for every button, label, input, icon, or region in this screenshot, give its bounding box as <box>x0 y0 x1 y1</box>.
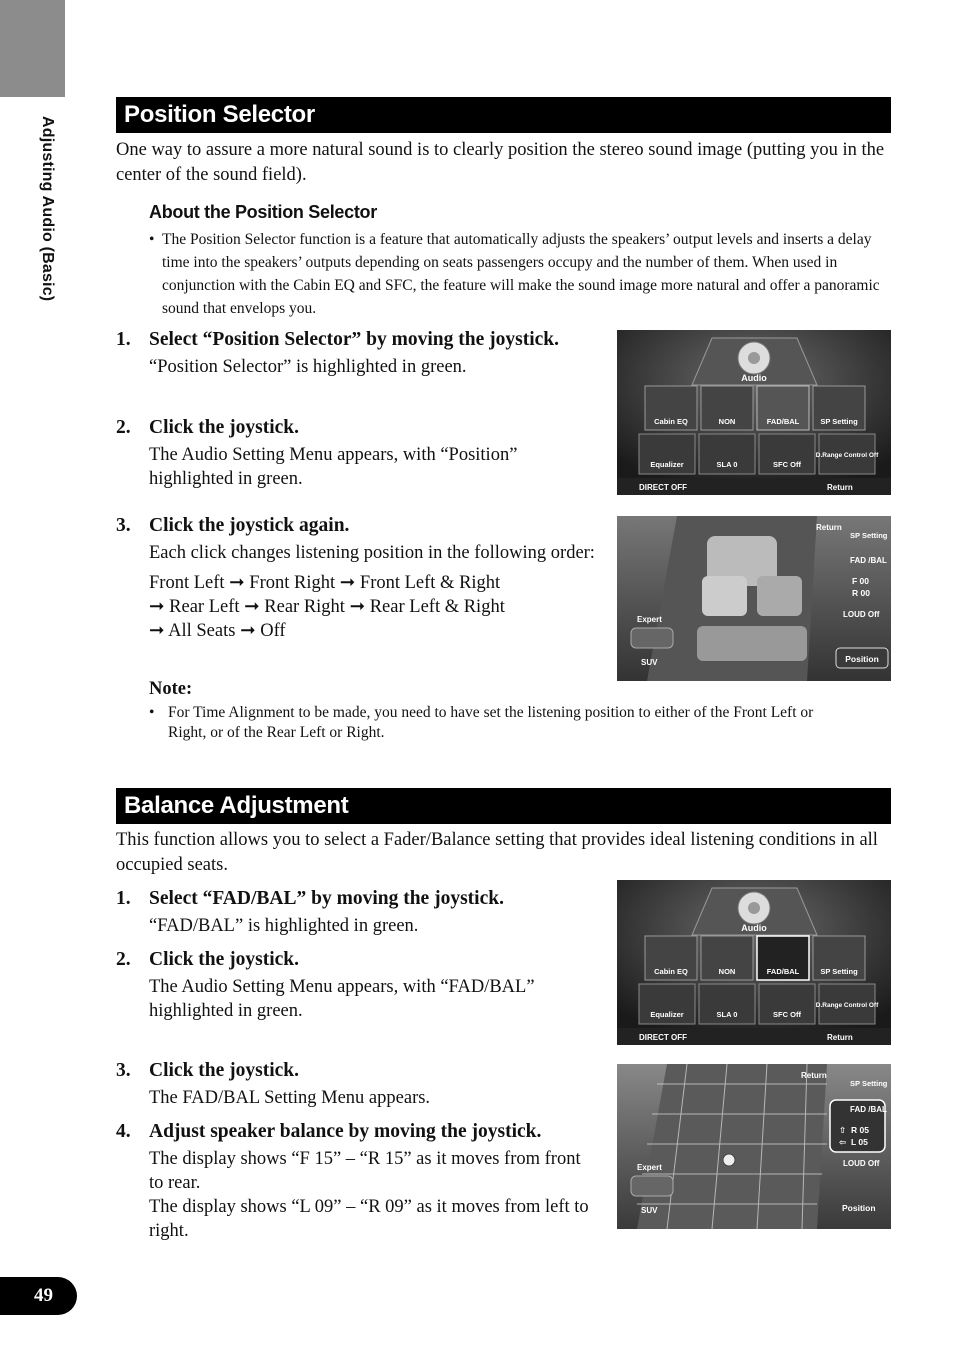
tile-label: D.Range Control Off <box>815 452 879 459</box>
tile-label: FAD/BAL <box>766 417 800 426</box>
direct-off-label: DIRECT OFF <box>639 1033 687 1042</box>
position-label: Position <box>845 654 879 664</box>
step-description: The Audio Setting Menu appears, with “Position” highlighted in green. <box>149 445 518 489</box>
tile-label: Cabin EQ <box>654 967 688 976</box>
step-title: Click the joystick. <box>149 949 300 970</box>
step-item <box>116 326 591 379</box>
arrow-icon: ➞ <box>339 573 360 593</box>
step-item <box>116 1118 591 1243</box>
sequence-item: Rear Left & Right <box>369 597 505 617</box>
tile-label: SFC Off <box>773 460 801 469</box>
page-number: 49 <box>0 1277 77 1315</box>
position-label: Position <box>842 1203 876 1213</box>
arrow-icon: ➞ <box>244 597 265 617</box>
fader-value: R 05 <box>851 1125 869 1135</box>
step-number: 3. <box>116 515 131 536</box>
sequence-item: Rear Right <box>264 597 345 617</box>
tile-label: Equalizer <box>650 1010 684 1019</box>
suv-label: SUV <box>641 658 658 667</box>
sequence-item: Front Left & Right <box>359 573 501 593</box>
sequence-item: Front Left <box>149 573 225 593</box>
step-description: “Position Selector” is highlighted in green. <box>149 357 467 377</box>
tile-label: Cabin EQ <box>654 417 688 426</box>
step-title: Select “FAD/BAL” by moving the joystick. <box>149 888 504 909</box>
sequence-item: Front Right <box>249 573 336 593</box>
step-number: 4. <box>116 1121 131 1142</box>
tile-label: FAD/BAL <box>766 967 800 976</box>
about-heading: About the Position Selector <box>149 202 377 222</box>
note-text: For Time Alignment to be made, you need to have set the listening position to either of the Front Left or Right, or of the Rear Left or Right. <box>168 704 814 741</box>
note-bullet <box>149 703 849 743</box>
expert-label: Expert <box>637 1163 662 1172</box>
sequence-item: All Seats <box>168 621 236 641</box>
position-screen-screenshot <box>617 516 891 681</box>
bullet-dot: • <box>149 231 155 248</box>
about-bullet <box>149 228 894 320</box>
fad-bal-label: FAD /BAL <box>850 556 887 565</box>
bullet-dot: • <box>149 704 155 721</box>
chapter-side-label: Adjusting Audio (Basic) <box>39 116 56 302</box>
step-title: Click the joystick. <box>149 1060 300 1081</box>
section-heading-balance-adjustment: Balance Adjustment <box>116 788 891 824</box>
step-item <box>116 946 591 1023</box>
step-item <box>116 414 591 491</box>
audio-menu-illustration <box>617 880 891 1045</box>
balance-value: R 00 <box>852 588 870 598</box>
step-item <box>116 1057 591 1110</box>
return-label: Return <box>816 523 842 532</box>
sequence-item: Rear Left <box>169 597 240 617</box>
sp-setting-label: SP Setting <box>850 531 888 540</box>
arrow-icon: ➞ <box>349 597 370 617</box>
about-bullet-text: The Position Selector function is a feature that automatically adjusts the speakers’ output levels and inserts a delay time into the speakers’ outputs depending on seats passengers occupy and the number of them. When used in conjunction with the Cabin EQ and SFC, the feature will make the sound image more natural and offer a panoramic sound that envelops you. <box>162 231 880 317</box>
section1-intro: One way to assure a more natural sound is to clearly position the stereo sound image (putting you in the center of the sound field). <box>116 140 885 185</box>
tile-label: SP Setting <box>820 967 858 976</box>
tile-label: Equalizer <box>650 460 684 469</box>
direct-off-label: DIRECT OFF <box>639 483 687 492</box>
step-item <box>116 885 596 938</box>
step-description: Each click changes listening position in the following order: <box>149 543 595 563</box>
expert-label: Expert <box>637 615 662 624</box>
car-icon <box>631 628 673 648</box>
step-number: 1. <box>116 888 131 909</box>
step-number: 3. <box>116 1060 131 1081</box>
step-description: The FAD/BAL Setting Menu appears. <box>149 1088 431 1108</box>
arrow-icon: ➞ <box>240 621 261 641</box>
step-title: Adjust speaker balance by moving the joystick. <box>149 1121 542 1142</box>
position-sequence <box>149 571 606 643</box>
fadbal-screen-screenshot <box>617 1064 891 1229</box>
step-title: Click the joystick. <box>149 417 300 438</box>
position-screen-illustration <box>617 516 891 681</box>
return-label: Return <box>827 1033 853 1042</box>
section2-intro: This function allows you to select a Fader/Balance setting that provides ideal listening conditions in all occupied seats. <box>116 830 878 875</box>
audio-menu-illustration <box>617 330 891 495</box>
car-icon <box>631 1176 673 1196</box>
step-item <box>116 512 606 643</box>
audio-menu-screenshot <box>617 880 891 1045</box>
tile-label: SP Setting <box>820 417 858 426</box>
balance-point-icon <box>723 1154 735 1166</box>
step-number: 2. <box>116 949 131 970</box>
fader-value: F 00 <box>852 576 870 586</box>
step-number: 2. <box>116 417 131 438</box>
tile-label: SFC Off <box>773 1010 801 1019</box>
tile-label: SLA 0 <box>716 460 738 469</box>
fad-bal-label: FAD /BAL <box>850 1105 887 1114</box>
menu-header-label: Audio <box>741 923 767 933</box>
arrow-icon: ➞ <box>149 597 170 617</box>
step-number: 1. <box>116 329 131 350</box>
tile-label: SLA 0 <box>716 1010 738 1019</box>
section-tab-marker <box>0 0 65 97</box>
step-title: Select “Position Selector” by moving the joystick. <box>149 329 559 350</box>
arrow-icon: ➞ <box>229 573 250 593</box>
left-arrow-icon: ⇦ <box>839 1137 847 1147</box>
note-heading: Note: <box>149 679 193 699</box>
suv-label: SUV <box>641 1206 658 1215</box>
loud-label: LOUD Off <box>843 610 880 619</box>
arrow-icon: ➞ <box>149 621 169 641</box>
step-description: The display shows “F 15” – “R 15” as it moves from front to rear. <box>149 1149 581 1193</box>
audio-menu-screenshot <box>617 330 891 495</box>
fadbal-screen-illustration <box>617 1064 891 1229</box>
step-title: Click the joystick again. <box>149 515 350 536</box>
step-description: The Audio Setting Menu appears, with “FAD/BAL” highlighted in green. <box>149 977 535 1021</box>
step-description: The display shows “L 09” – “R 09” as it moves from left to right. <box>149 1197 589 1241</box>
sequence-item: Off <box>260 621 286 641</box>
sp-setting-label: SP Setting <box>850 1079 888 1088</box>
loud-label: LOUD Off <box>843 1159 880 1168</box>
tile-label: NON <box>718 417 736 426</box>
menu-header-label: Audio <box>741 373 767 383</box>
return-label: Return <box>801 1071 827 1080</box>
section-heading-position-selector: Position Selector <box>116 97 891 133</box>
balance-value: L 05 <box>851 1137 868 1147</box>
return-label: Return <box>827 483 853 492</box>
step-description: “FAD/BAL” is highlighted in green. <box>149 916 419 936</box>
up-arrow-icon: ⇧ <box>839 1125 847 1135</box>
tile-label: NON <box>718 967 736 976</box>
tile-label: D.Range Control Off <box>815 1002 879 1009</box>
